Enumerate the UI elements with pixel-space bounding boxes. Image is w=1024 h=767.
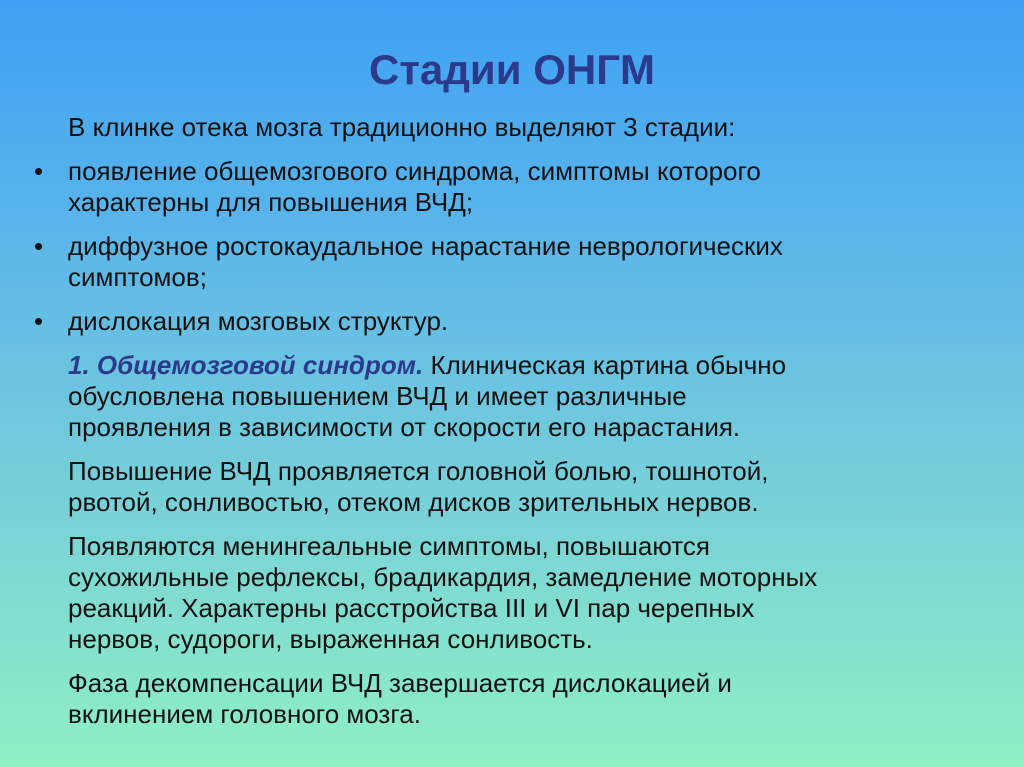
bullet-2-line-1: диффузное ростокаудальное нарастание неврологических xyxy=(68,231,783,261)
bullet-1-line-1: появление общемозгового синдрома, симптомы которого xyxy=(68,156,761,186)
stage-1-line-1 xyxy=(68,350,998,381)
stage-1-line-1-rest: Клиническая картина обычно xyxy=(423,350,787,380)
bullet-item-1 xyxy=(34,156,998,218)
icp-line-1: Повышение ВЧД проявляется головной болью, тошнотой, xyxy=(68,456,769,486)
stage-1-paragraph xyxy=(68,350,998,443)
meningeal-line-2: сухожильные рефлексы, брадикардия, замедление моторных xyxy=(68,562,818,592)
slide-content xyxy=(34,112,998,743)
meningeal-line-4: нервов, судороги, выраженная сонливость. xyxy=(68,624,593,654)
bullet-item-3 xyxy=(34,306,998,337)
bullet-marker: • xyxy=(34,156,44,186)
bullet-marker: • xyxy=(34,231,44,261)
meningeal-paragraph xyxy=(68,531,998,655)
decompensation-line-1: Фаза декомпенсации ВЧД завершается дислокацией и xyxy=(68,668,732,698)
icp-line-2: рвотой, сонливостью, отеком дисков зрительных нервов. xyxy=(68,487,759,517)
bullet-2-line-2: симптомов; xyxy=(68,262,207,292)
bullet-marker: • xyxy=(34,306,44,336)
stage-1-line-3: проявления в зависимости от скорости его нарастания. xyxy=(68,412,741,442)
icp-paragraph xyxy=(68,456,998,518)
meningeal-line-3: реакций. Характерны расстройства III и VI пар черепных xyxy=(68,593,755,623)
stage-1-heading: 1. Общемозговой синдром. xyxy=(68,350,424,380)
decompensation-paragraph xyxy=(68,668,998,730)
bullet-3-line-1: дислокация мозговых структур. xyxy=(68,306,449,336)
slide-title: Стадии ОНГМ xyxy=(368,46,656,93)
decompensation-line-2: вклинением головного мозга. xyxy=(68,699,421,729)
bullet-item-2 xyxy=(34,231,998,293)
meningeal-line-1: Появляются менингеальные симптомы, повышаются xyxy=(68,531,710,561)
stage-1-line-2: обусловлена повышением ВЧД и имеет различные xyxy=(68,381,687,411)
intro-text: В клинке отека мозга традиционно выделяют 3 стадии: xyxy=(68,112,736,142)
bullet-1-line-2: характерны для повышения ВЧД; xyxy=(68,187,474,217)
